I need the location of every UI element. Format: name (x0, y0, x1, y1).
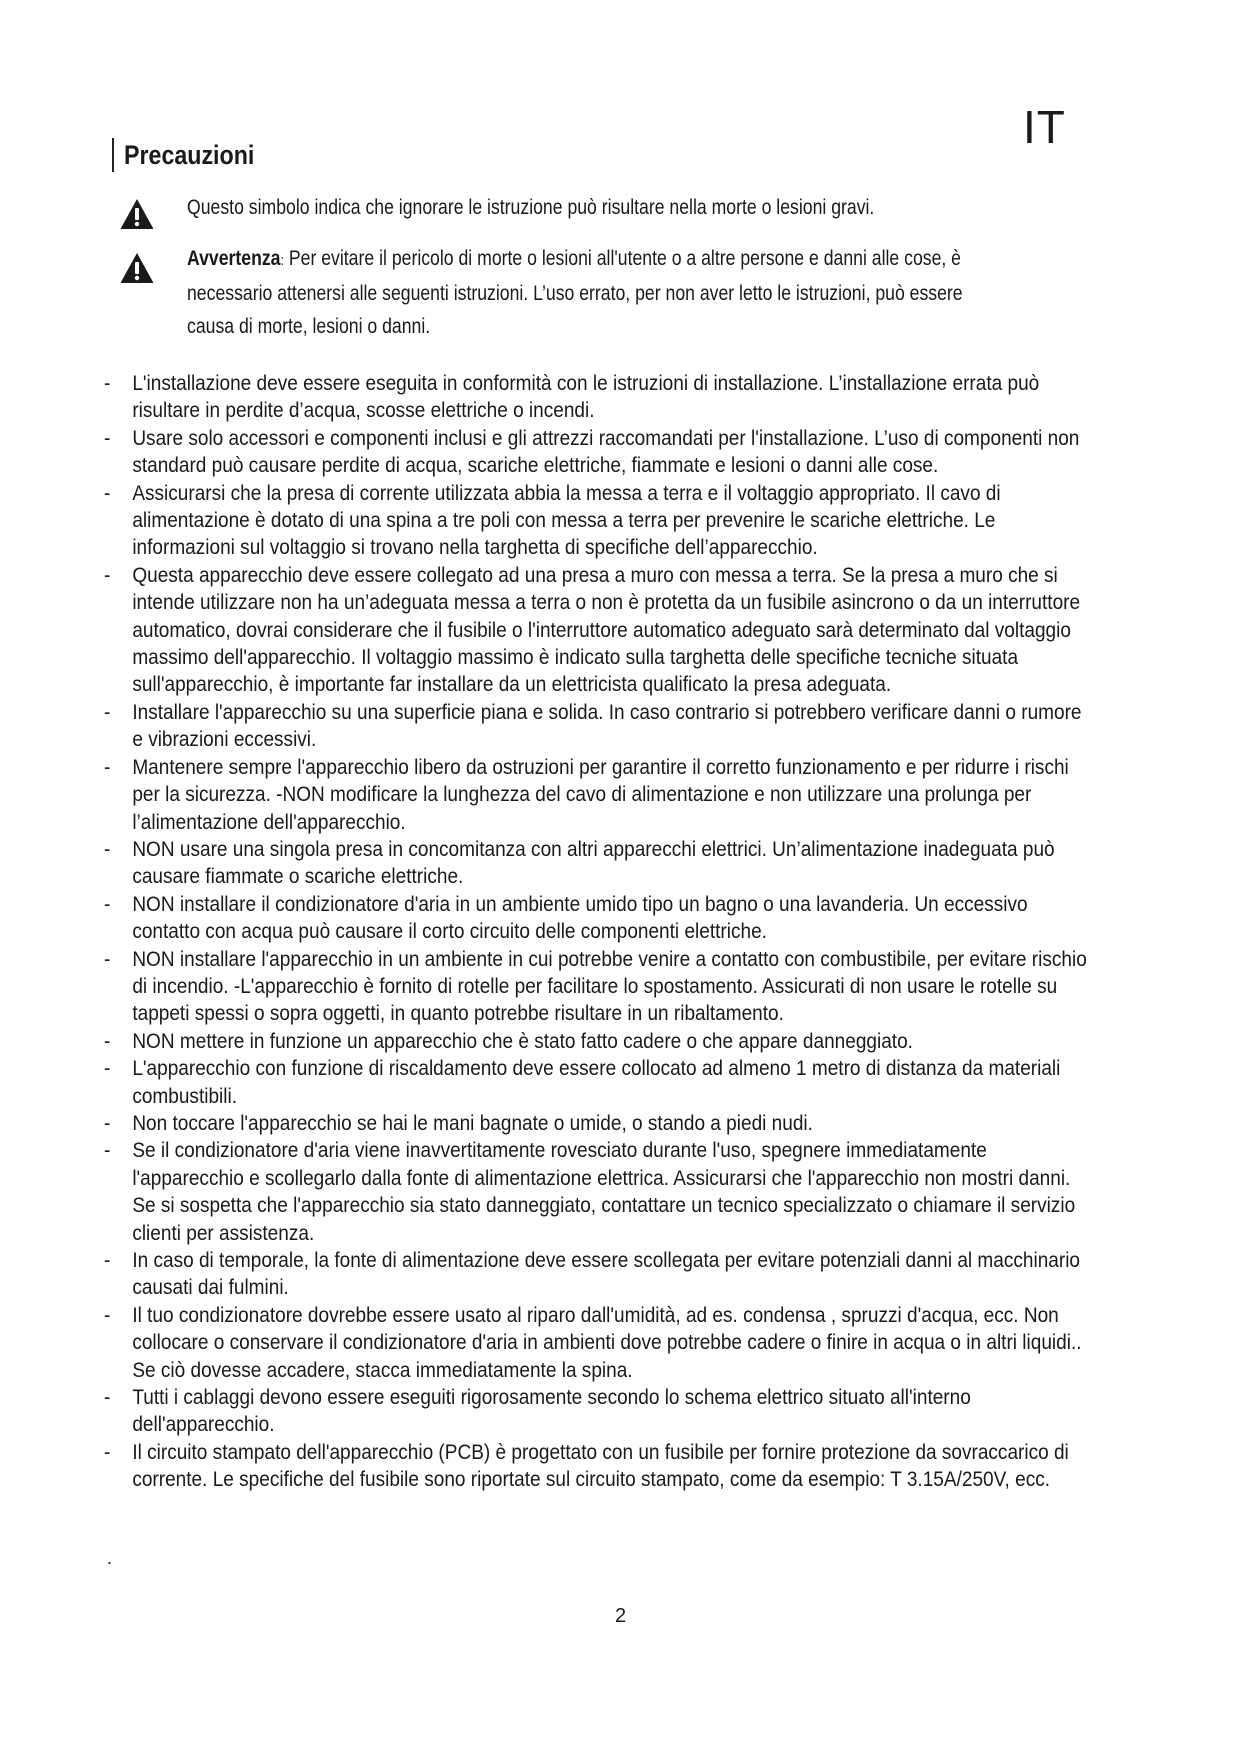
trailing-mark: . (107, 1548, 113, 1568)
bullet-dash: - (104, 1439, 111, 1464)
list-item-text: Assicurarsi che la presa di corrente utilizzata abbia la messa a terra e il voltaggio appropriato. Il cavo di alimentazione è dotato di una spina a tre poli con messa a terra per prevenire le scariche elettriche. Le informazioni sul voltaggio si trovano nella targhetta di specifiche dell’apparecchio. (132, 480, 1001, 560)
section-title: Precauzioni (124, 139, 255, 170)
warning-note-1 (120, 194, 875, 230)
list-item (104, 562, 1097, 699)
list-item (104, 1384, 1097, 1439)
list-item-text: Mantenere sempre l'apparecchio libero da ostruzioni per garantire il corretto funzionamento e per ridurre i rischi per la sicurezza. -NON modificare la lunghezza del cavo di alimentazione e non utilizzare una prolunga per l’alimentazione dell'apparecchio. (132, 754, 1069, 834)
bullet-dash: - (104, 1248, 111, 1272)
list-item (104, 754, 1097, 836)
warning-note-2 (120, 247, 963, 338)
list-item-text: L'apparecchio con funzione di riscaldamento deve essere collocato ad almeno 1 metro di distanza da materiali combustibili. (132, 1056, 1061, 1108)
list-item-text: L'installazione deve essere eseguita in conformità con le istruzioni di installazione. L’installazione errata può risultare in perdite d’acqua, scosse elettriche o incendi. (132, 371, 1040, 423)
list-item (104, 1137, 1097, 1247)
bullet-dash: - (104, 562, 111, 587)
bullet-dash: - (104, 754, 111, 779)
warning-label-colon: : (280, 252, 284, 269)
warning-body: Questo simbolo indica che ignorare le istruzione può risultare nella morte o lesioni gravi. (187, 196, 875, 219)
list-item-text: NON installare l'apparecchio in un ambiente in cui potrebbe venire a contatto con combustibile, per evitare rischio di incendio. -L'apparecchio è fornito di rotelle per facilitare lo spostamento. Assicurati di non usare le rotelle su tappeti spessi o sopra oggetti, in quanto potrebbe risultare in un ribaltamento. (132, 946, 1087, 1026)
list-item (104, 480, 1097, 562)
list-item-text: NON installare il condizionatore d'aria in un ambiente umido tipo un bagno o una lavanderia. Un eccessivo contatto con acqua può causare il corto circuito delle componenti elettriche. (132, 891, 1028, 944)
bullet-dash: - (104, 1385, 111, 1410)
bullet-dash: - (104, 371, 111, 395)
warning-body: Per evitare il pericolo di morte o lesioni all'utente o a altre persone e danni alle cose, è necessario attenersi alle seguenti istruzioni. L’uso errato, per non aver letto le istruzioni, può essere causa di morte, lesioni o danni. (187, 247, 963, 338)
bullet-dash: - (104, 946, 111, 971)
bullet-dash: - (104, 1302, 111, 1327)
precautions-list (104, 370, 1087, 1494)
list-item-text: Non toccare l'apparecchio se hai le mani bagnate o umide, o stando a piedi nudi. (132, 1110, 813, 1135)
warning-triangle-icon (120, 252, 154, 284)
list-item (104, 1055, 1097, 1110)
list-item (104, 1028, 1097, 1055)
list-item-text: NON usare una singola presa in concomitanza con altri apparecchi elettrici. Un’alimentazione inadeguata può causare fiammate o scariche elettriche. (132, 836, 1055, 889)
list-item (104, 425, 1097, 480)
list-item-text: Questa apparecchio deve essere collegato ad una presa a muro con messa a terra. Se la presa a muro che si intende utilizzare non ha un’adeguata messa a terra o non è protetta da un fusibile asincrono o da un interruttore automatico, dovrai considerare che il fusibile o l'interruttore automatico adeguato sarà determinato dal voltaggio massimo dell'apparecchio. Il voltaggio massimo è indicato sulla targhetta delle specifiche tecniche situata sull'apparecchio, è importante far installare da un elettricista qualificato la presa adeguata. (132, 562, 1081, 697)
list-item-text: In caso di temporale, la fonte di alimentazione deve essere scollegata per evitare potenziali danni al macchinario causati dai fulmini. (132, 1248, 1081, 1300)
list-item-text: Se il condizionatore d'aria viene inavvertitamente rovesciato durante l'uso, spegnere immediatamente l'apparecchio e scollegarlo dalla fonte di alimentazione elettrica. Assicurarsi che l'apparecchio non mostri danni. Se si sospetta che l'apparecchio sia stato danneggiato, contattare un tecnico specializzato o chiamare il servizio clienti per assistenza. (132, 1138, 1076, 1245)
bullet-dash: - (104, 1110, 111, 1135)
bullet-dash: - (104, 1028, 111, 1053)
warning-triangle-icon (120, 198, 154, 230)
bullet-dash: - (104, 425, 111, 450)
warning-label: Avvertenza (187, 247, 281, 270)
list-item (104, 891, 1097, 946)
bullet-dash: - (104, 891, 111, 916)
list-item-text: Tutti i cablaggi devono essere eseguiti rigorosamente secondo lo schema elettrico situato all'interno dell'apparecchio. (132, 1385, 971, 1437)
page-number: 2 (614, 1605, 627, 1627)
list-item (104, 1247, 1097, 1302)
list-item (104, 1110, 1097, 1137)
list-item (104, 699, 1097, 754)
list-item (104, 1439, 1097, 1494)
bullet-dash: - (104, 1138, 111, 1163)
bullet-dash: - (104, 836, 111, 861)
list-item (104, 370, 1097, 425)
section-heading (112, 137, 276, 173)
bullet-dash: - (104, 699, 111, 724)
list-item-text: Usare solo accessori e componenti inclusi e gli attrezzi raccomandati per l'installazione. L’uso di componenti non standard può causare perdite di acqua, scariche elettriche, fiammate e lesioni o danni alle cose. (132, 425, 1080, 478)
list-item-text: Il tuo condizionatore dovrebbe essere usato al riparo dall'umidità, ad es. condensa , spruzzi d'acqua, ecc. Non collocare o conservare il condizionatore d'aria in ambienti dove potrebbe cadere o finire in acqua o in altri liquidi.. Se ciò dovesse accadere, stacca immediatamente la spina. (132, 1302, 1082, 1382)
heading-bar (112, 138, 114, 172)
list-item-text: Il circuito stampato dell'apparecchio (PCB) è progettato con un fusibile per fornire protezione da sovraccarico di corrente. Le specifiche del fusibile sono riportate sul circuito stampato, come da esempio: T 3.15A/250V, ecc. (132, 1439, 1069, 1492)
list-item (104, 836, 1097, 891)
language-code: IT (1023, 101, 1066, 153)
warning-text (187, 191, 1002, 224)
bullet-dash: - (104, 480, 111, 505)
list-item-text: NON mettere in funzione un apparecchio che è stato fatto cadere o che appare danneggiato. (132, 1028, 913, 1053)
list-item-text: Installare l'apparecchio su una superficie piana e solida. In caso contrario si potrebbero verificare danni o rumore e vibrazioni eccessivi. (132, 699, 1082, 752)
bullet-dash: - (104, 1056, 111, 1081)
list-item (104, 946, 1097, 1028)
list-item (104, 1302, 1097, 1384)
warning-text (187, 242, 1002, 343)
